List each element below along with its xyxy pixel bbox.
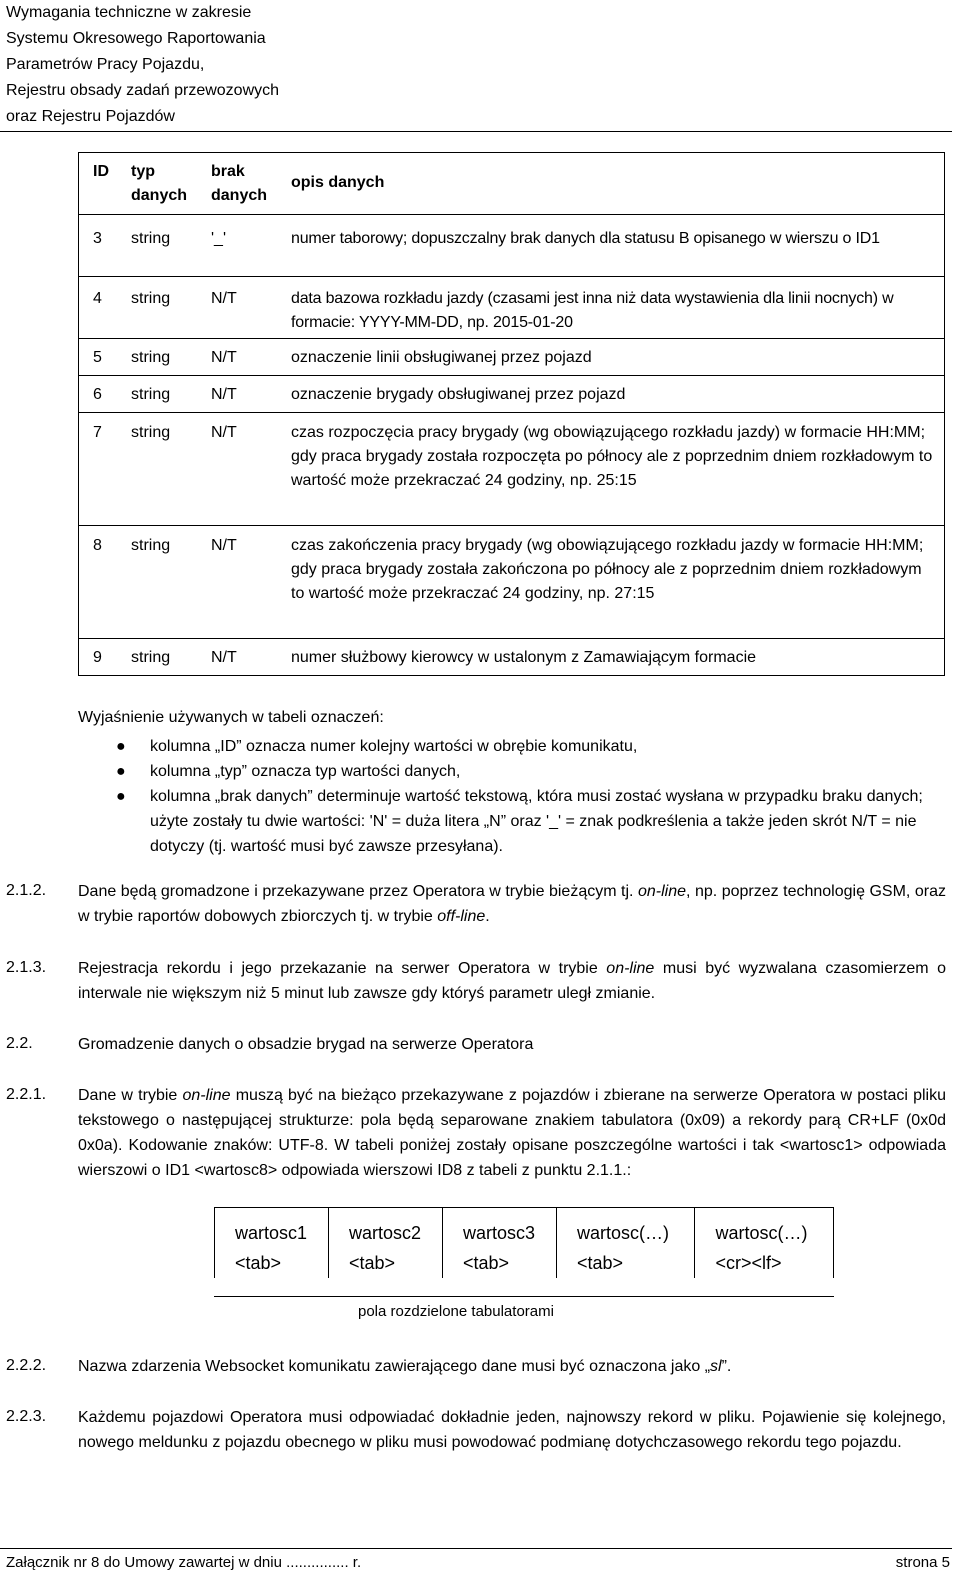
cell-value: wartosc3 bbox=[463, 1223, 536, 1243]
row-id: 9 bbox=[79, 639, 124, 676]
row-id: 7 bbox=[79, 413, 124, 526]
tab-structure-row bbox=[215, 1208, 834, 1279]
bullet-icon: ● bbox=[116, 763, 126, 780]
italic-term: off-line bbox=[437, 908, 486, 925]
row-typ: string bbox=[123, 215, 203, 277]
section-2-2-2 bbox=[6, 1354, 946, 1379]
section-text bbox=[78, 956, 946, 1006]
row-id: 4 bbox=[79, 277, 124, 339]
row-typ: string bbox=[123, 376, 203, 413]
text-span: , np. poprzez technologię GSM, oraz w trybie raportów dobowych zbiorczych tj. w trybie bbox=[78, 883, 946, 925]
row-brak: N/T bbox=[203, 339, 283, 376]
page-number: strona 5 bbox=[895, 1554, 950, 1571]
cell-separator: <tab> bbox=[235, 1253, 282, 1273]
section-number: 2.2.2. bbox=[6, 1357, 47, 1374]
cell-value: wartosc1 bbox=[235, 1223, 308, 1243]
row-brak: N/T bbox=[203, 639, 283, 676]
list-item bbox=[116, 759, 948, 784]
text-span: . bbox=[485, 908, 490, 925]
row-opis: oznaczenie brygady obsługiwanej przez pojazd bbox=[283, 376, 945, 413]
cell-separator: <tab> bbox=[349, 1253, 396, 1273]
header-line-2: Systemu Okresowego Raportowania bbox=[6, 30, 266, 47]
section-number: 2.1.2. bbox=[6, 882, 47, 899]
row-brak: N/T bbox=[203, 376, 283, 413]
row-opis: czas zakończenia pracy brygady (wg obowiązującego rozkładu jazdy w formacie HH:MM; gdy praca brygady została zakończona po północy ale z poprzednim dniem rozkładowym to wartość może przekraczać 24 godziny, np. 27:15 bbox=[283, 526, 945, 639]
tab-cell bbox=[329, 1208, 443, 1279]
tab-cell bbox=[215, 1208, 329, 1279]
table-row bbox=[79, 277, 945, 339]
text-span: Nazwa zdarzenia Websocket komunikatu zawierającego dane musi być oznaczona jako „ bbox=[78, 1358, 711, 1375]
row-opis: data bazowa rozkładu jazdy (czasami jest inna niż data wystawienia dla linii nocnych) w formacie: YYYY-MM-DD, np. 2015-01-20 bbox=[283, 277, 945, 339]
text-span: Dane w trybie bbox=[78, 1087, 183, 1104]
row-opis: numer służbowy kierowcy w ustalonym z Zamawiającym formacie bbox=[283, 639, 945, 676]
tab-cell bbox=[695, 1208, 834, 1279]
text-span: ”. bbox=[721, 1358, 732, 1375]
header-line-5: oraz Rejestru Pojazdów bbox=[6, 108, 175, 125]
section-number: 2.2.3. bbox=[6, 1408, 47, 1425]
header-id: ID bbox=[93, 163, 109, 180]
tab-structure-table bbox=[214, 1207, 834, 1278]
header-brak: brak danych bbox=[211, 163, 268, 204]
legend-list bbox=[78, 734, 948, 859]
header-line-4: Rejestru obsady zadań przewozowych bbox=[6, 82, 280, 99]
text-span: muszą być na bieżąco przekazywane z pojazdów i zbierane na serwerze Operatora w postaci pliku tekstowego o następującej strukturze: pola będą separowane znakiem tabulatora (0x09) a rekordy parą CR+LF (0x0d 0x0a). Kodowanie znaków: UTF-8. W tabeli poniżej zostały opisane poszczególne wartości i tak <wartosc1> odpowiada wierszowi o ID1 <wartosc8> odpowiada wierszowi ID8 z tabeli z punktu 2.1.1.: bbox=[78, 1087, 947, 1179]
table-row bbox=[79, 376, 945, 413]
header-divider bbox=[0, 131, 952, 132]
row-typ: string bbox=[123, 526, 203, 639]
section-2-1-3 bbox=[6, 956, 946, 1006]
row-opis: czas rozpoczęcia pracy brygady (wg obowiązującego rozkładu jazdy) w formacie HH:MM; gdy praca brygady została rozpoczęta po północy ale z poprzednim dniem rozkładowym to wartość może przekraczać 24 godziny, np. 25:15 bbox=[283, 413, 945, 526]
section-number: 2.2.1. bbox=[6, 1086, 47, 1103]
list-item-text: kolumna „typ” oznacza typ wartości danych, bbox=[150, 763, 461, 780]
section-2-1-2 bbox=[6, 879, 946, 929]
list-item bbox=[116, 734, 948, 759]
row-typ: string bbox=[123, 277, 203, 339]
tab-cell bbox=[557, 1208, 695, 1279]
document-header bbox=[6, 0, 279, 130]
header-typ: typ danych bbox=[131, 163, 188, 204]
row-id: 6 bbox=[79, 376, 124, 413]
text-span: musi być wyzwalana czasomierzem o interwale nie większym niż 5 minut lub zawsze gdy któryś parametr uległ zmianie. bbox=[78, 960, 946, 1002]
section-2-2 bbox=[6, 1032, 946, 1057]
italic-term: on-line bbox=[182, 1087, 231, 1104]
italic-term: on-line bbox=[606, 960, 655, 977]
legend-intro: Wyjaśnienie używanych w tabeli oznaczeń: bbox=[78, 709, 384, 726]
text-span: Dane będą gromadzone i przekazywane przez Operatora w trybie bieżącym tj. bbox=[78, 883, 638, 900]
list-item-text: kolumna „brak danych” determinuje wartość tekstową, która musi zostać wysłana w przypadku braku danych; użyte zostały tu dwie wartości: 'N' = duża litera „N” oraz '_' = znak podkreślenia a także jeden skrót N/T = nie dotyczy (tj. wartość musi być zawsze przesyłana). bbox=[150, 788, 923, 855]
bullet-icon: ● bbox=[116, 738, 126, 755]
header-opis: opis danych bbox=[291, 174, 385, 191]
cell-value: wartosc2 bbox=[349, 1223, 422, 1243]
section-heading: Gromadzenie danych o obsadzie brygad na serwerze Operatora bbox=[78, 1036, 534, 1053]
table-header-row bbox=[79, 153, 945, 215]
row-typ: string bbox=[123, 639, 203, 676]
row-opis: oznaczenie linii obsługiwanej przez pojazd bbox=[283, 339, 945, 376]
tab-table-bottom-rule bbox=[214, 1296, 834, 1297]
tab-table-caption: pola rozdzielone tabulatorami bbox=[358, 1303, 554, 1320]
table-row bbox=[79, 339, 945, 376]
footer-divider bbox=[0, 1548, 952, 1549]
table-row bbox=[79, 526, 945, 639]
row-brak: N/T bbox=[203, 526, 283, 639]
italic-term: on-line bbox=[637, 883, 687, 900]
table-row bbox=[79, 639, 945, 676]
list-item-text: kolumna „ID” oznacza numer kolejny wartości w obrębie komunikatu, bbox=[150, 738, 638, 755]
row-brak: '_' bbox=[203, 215, 283, 277]
section-number: 2.2. bbox=[6, 1035, 33, 1052]
section-2-2-3 bbox=[6, 1405, 946, 1455]
section-text bbox=[78, 879, 946, 929]
row-id: 8 bbox=[79, 526, 124, 639]
row-id: 5 bbox=[79, 339, 124, 376]
section-2-2-1 bbox=[6, 1083, 946, 1183]
legend-explanation bbox=[78, 706, 948, 859]
header-line-3: Parametrów Pracy Pojazdu, bbox=[6, 56, 205, 73]
row-brak: N/T bbox=[203, 277, 283, 339]
row-typ: string bbox=[123, 413, 203, 526]
section-text bbox=[78, 1083, 946, 1183]
table-row bbox=[79, 413, 945, 526]
row-typ: string bbox=[123, 339, 203, 376]
cell-separator: <cr><lf> bbox=[715, 1253, 782, 1273]
bullet-icon: ● bbox=[116, 788, 126, 805]
italic-term: sl bbox=[710, 1358, 722, 1375]
table-row bbox=[79, 215, 945, 277]
row-brak: N/T bbox=[203, 413, 283, 526]
section-text: Każdemu pojazdowi Operatora musi odpowiadać dokładnie jeden, najnowszy rekord w pliku. Pojawienie się kolejnego, nowego meldunku z pojazdu obecnego w pliku musi powodować podmianę dotychczasowego rekordu tego pojazdu. bbox=[78, 1409, 946, 1451]
text-span: Rejestracja rekordu i jego przekazanie na serwer Operatora w trybie bbox=[78, 960, 607, 977]
cell-separator: <tab> bbox=[463, 1253, 510, 1273]
cell-value: wartosc(…) bbox=[715, 1223, 808, 1243]
section-text bbox=[78, 1354, 946, 1379]
data-fields-table bbox=[78, 152, 945, 676]
footer-annex-note: Załącznik nr 8 do Umowy zawartej w dniu ............... r. bbox=[6, 1554, 362, 1571]
row-opis: numer taborowy; dopuszczalny brak danych dla statusu B opisanego w wierszu o ID1 bbox=[283, 215, 945, 277]
row-id: 3 bbox=[79, 215, 124, 277]
cell-separator: <tab> bbox=[577, 1253, 624, 1273]
section-number: 2.1.3. bbox=[6, 959, 47, 976]
header-line-1: Wymagania techniczne w zakresie bbox=[6, 4, 252, 21]
list-item bbox=[116, 784, 948, 859]
cell-value: wartosc(…) bbox=[577, 1223, 670, 1243]
tab-cell bbox=[443, 1208, 557, 1279]
